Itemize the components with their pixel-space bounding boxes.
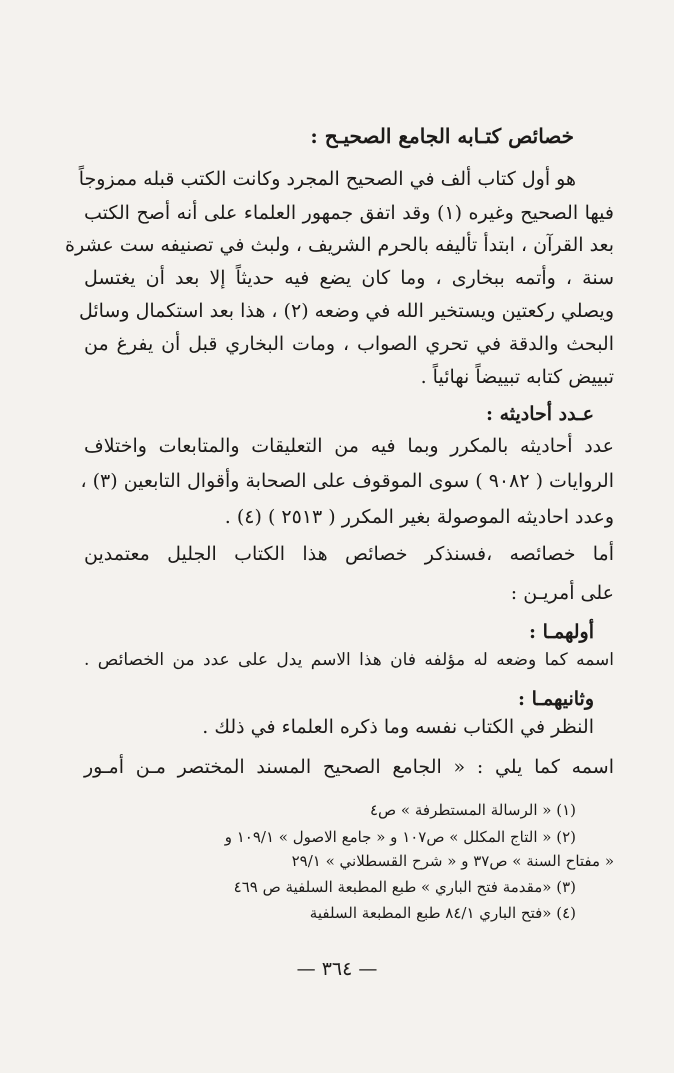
body-line: فيها الصحيح وغيره (١) وقد اتفق جمهور العلماء على أنه أصح الكتب xyxy=(84,202,614,224)
footnote: « مفتاح السنة » ص٣٧ و « شرح القسطلاني » ٢٩/١ xyxy=(291,852,614,870)
footnote: (٢) « التاج المكلل » ص١٠٧ و « جامع الاصول » ١٠٩/١ و xyxy=(224,828,576,846)
footnote: (١) « الرسالة المستطرفة » ص٤ xyxy=(369,801,576,819)
page-number: — ٣٦٤ — xyxy=(296,958,378,980)
body-line: تبييض كتابه تبييضاً نهائياً . xyxy=(420,366,614,388)
body-line: عدد أحاديثه بالمكرر وبما فيه من التعليقات والمتابعات واختلاف xyxy=(84,435,614,457)
body-line: على أمريـن : xyxy=(510,582,614,604)
body-line: بعد القرآن ، ابتدأ تأليفه بالحرم الشريف ، ولبث في تصنيفه ست عشرة xyxy=(65,234,614,256)
body-line: البحث والدقة في تحري الصواب ، ومات البخاري قبل أن يفرغ من xyxy=(84,333,614,355)
footnote: (٣) «مقدمة فتح الباري » طبع المطبعة السلفية ص ٤٦٩ xyxy=(233,878,576,896)
body-line: أما خصائصه ،فسنذكر خصائص هذا الكتاب الجليل معتمدين xyxy=(84,543,614,565)
body-line: وعدد احاديثه الموصولة بغير المكرر ( ٢٥١٣ ) (٤) . xyxy=(224,506,614,528)
body-line: الروايات ( ٩٠٨٢ ) سوى الموقوف على الصحابة وأقوال التابعين (٣) ، xyxy=(80,470,614,492)
body-line: سنة ، وأتمه ببخارى ، وما كان يضع فيه حديثاً إلا بعد أن يغتسل xyxy=(84,267,614,289)
body-line: اسمه كما يلي : « الجامع الصحيح المسند المختصر مـن أمـور xyxy=(84,756,614,778)
body-line: النظر في الكتاب نفسه وما ذكره العلماء في ذلك . xyxy=(202,716,594,738)
footnote: (٤) «فتح الباري ٨٤/١ طبع المطبعة السلفية xyxy=(309,904,576,922)
section-heading-second: وثانيهمـا : xyxy=(518,688,594,710)
body-line: ويصلي ركعتين ويستخير الله في وضعه (٢) ، هذا بعد استكمال وسائل xyxy=(78,300,614,322)
body-line: هو أول كتاب ألف في الصحيح المجرد وكانت الكتب قبله ممزوجاً xyxy=(78,168,576,190)
section-heading-features: خصائص كتـابه الجامع الصحيـح : xyxy=(310,124,574,148)
section-heading-hadith-count: عـدد أحاديثه : xyxy=(485,403,594,425)
section-heading-first: أولهمـا : xyxy=(529,621,594,643)
body-line: اسمه كما وضعه له مؤلفه فان هذا الاسم يدل على عدد من الخصائص . xyxy=(84,650,614,670)
